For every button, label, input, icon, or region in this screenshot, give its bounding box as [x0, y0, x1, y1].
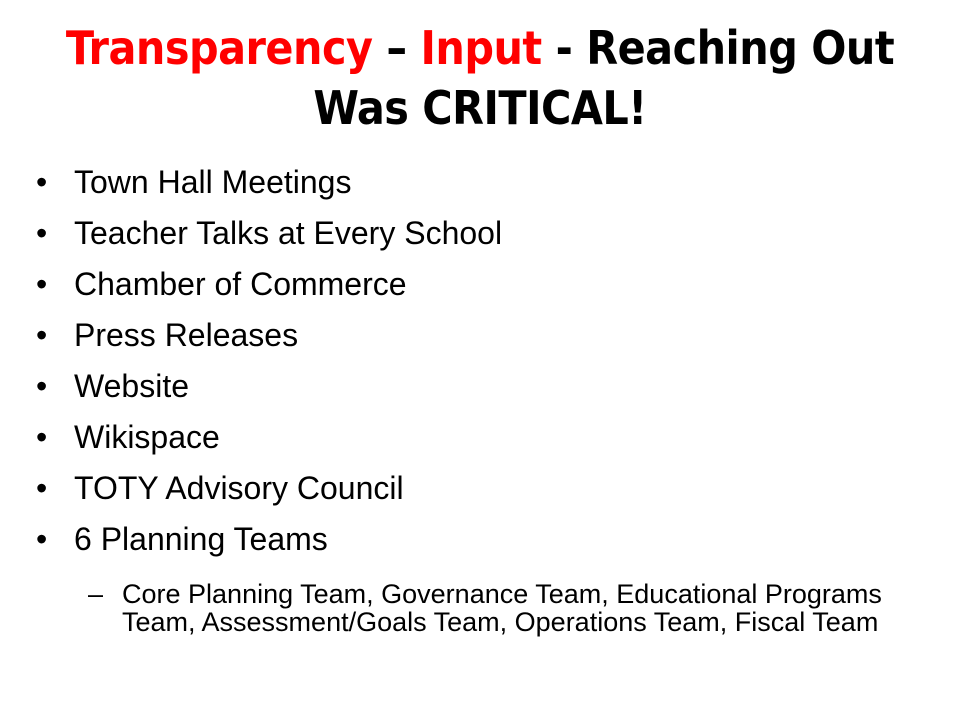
- title-was-critical: Was CRITICAL!: [313, 81, 647, 135]
- list-item-text: Press Releases: [74, 317, 299, 353]
- list-item-text: Town Hall Meetings: [74, 164, 352, 200]
- slide-title: [40, 18, 920, 138]
- title-separator-dash: –: [372, 21, 421, 75]
- bullet-icon: •: [36, 419, 48, 455]
- list-item-text: Wikispace: [74, 419, 220, 455]
- bullet-list: [36, 163, 926, 571]
- list-item-text: Chamber of Commerce: [74, 266, 407, 302]
- list-item-text: Teacher Talks at Every School: [74, 215, 503, 251]
- list-item: [36, 520, 926, 558]
- list-item: [36, 316, 926, 354]
- title-input: Input: [420, 21, 542, 75]
- list-item: [36, 418, 926, 456]
- bullet-icon: •: [36, 368, 48, 404]
- bullet-icon: •: [36, 215, 48, 251]
- sub-bullet-text: Core Planning Team, Governance Team, Educational Programs Team, Assessment/Goals Team, Operations Team, Fiscal Team: [122, 579, 882, 637]
- list-item: [36, 163, 926, 201]
- bullet-icon: •: [36, 164, 48, 200]
- bullet-icon: •: [36, 266, 48, 302]
- list-item: [36, 265, 926, 303]
- bullet-icon: •: [36, 317, 48, 353]
- title-transparency: Transparency: [65, 21, 373, 75]
- list-item-text: 6 Planning Teams: [74, 521, 328, 557]
- list-item: [36, 367, 926, 405]
- dash-icon: –: [88, 579, 104, 609]
- bullet-icon: •: [36, 470, 48, 506]
- title-reaching-out: - Reaching Out: [541, 21, 895, 75]
- list-item: [36, 214, 926, 252]
- bullet-icon: •: [36, 521, 48, 557]
- list-item: [36, 469, 926, 507]
- list-item-text: TOTY Advisory Council: [74, 470, 404, 506]
- list-item-text: Website: [74, 368, 190, 404]
